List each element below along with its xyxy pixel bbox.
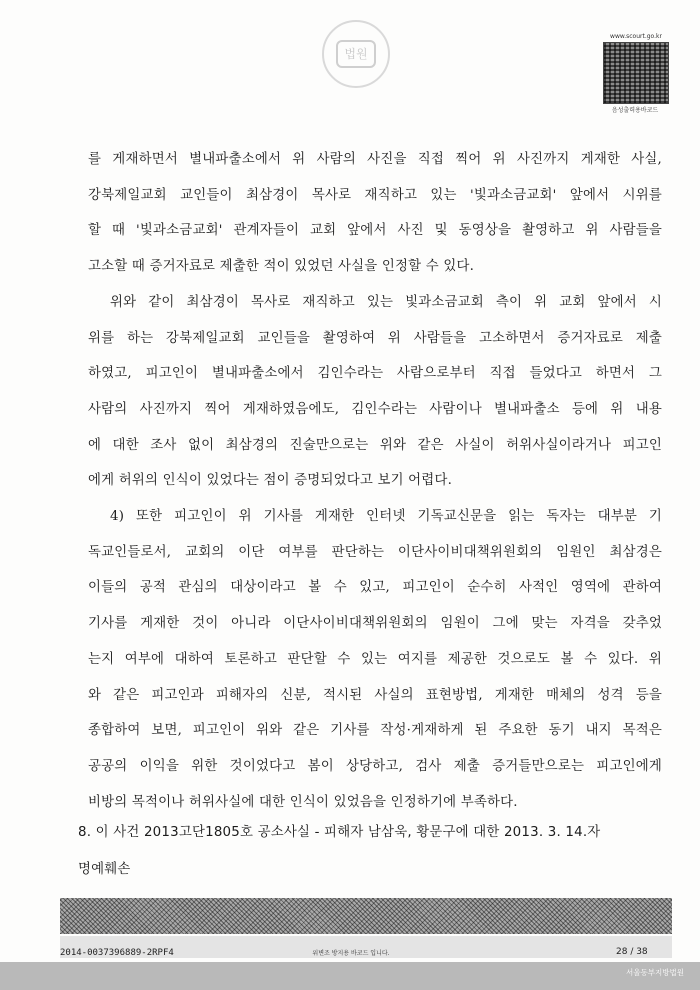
court-seal-watermark (322, 20, 390, 88)
text-line: 독교인들로서, 교회의 이단 여부를 판단하는 이단사이비대책위원회의 임원인 최삼경은 (88, 544, 662, 560)
text-line: 는지 여부에 대하여 토론하고 판단할 수 있는 여지를 제공한 것으로도 볼 수 있다. 위 (88, 651, 662, 667)
text-line: 위를 하는 강북제일교회 교인들을 촬영하여 위 사람들을 고소하면서 증거자료로 제출 (88, 330, 662, 346)
qr-code-icon (603, 42, 669, 104)
text-line: 에 대한 조사 없이 최삼경의 진술만으로는 위와 같은 사실이 허위사실이라거나 피고인 (88, 437, 662, 453)
text-line: 를 게재하면서 별내파출소에서 위 사람의 사진을 직접 찍어 위 사진까지 게재한 사실, (88, 152, 662, 167)
text-line: 이들의 공적 관심의 대상이라고 볼 수 있고, 피고인이 순수히 사적인 영역에 관하여 (88, 580, 662, 596)
section-heading: 8. 이 사건 2013고단1805호 공소사실 - 피해자 남삼욱, 황문구에 대한 2013. 3. 14.자 (78, 825, 601, 840)
barcode-caption: 음성출력용바코드 (611, 107, 659, 114)
section-heading-cont: 명예훼손 (78, 862, 131, 877)
anti-forgery-barcode (60, 898, 672, 934)
text-line: 할 때 '빛과소금교회' 관계자들이 교회 앞에서 사진 및 동영상을 촬영하고 위 사람들을 (88, 223, 662, 239)
body-text (78, 142, 662, 877)
text-line: 종합하여 보면, 피고인이 위와 같은 기사를 작성·게재하게 된 주요한 동기 내지 목적은 (88, 723, 662, 739)
text-line: 비방의 목적이나 허위사실에 대한 인식이 있었음을 인정하기에 부족하다. (88, 794, 518, 810)
text-line: 고소할 때 증거자료로 제출한 적이 있었던 사실을 인정할 수 있다. (88, 259, 475, 275)
site-url: www.scourt.go.kr (610, 33, 662, 40)
barcode-note: 위변조 방지용 바코드 입니다. (312, 950, 390, 957)
text-line: 사람의 사진까지 찍어 게재하였음에도, 김인수라는 사람이나 별내파출소 등에 위 내용 (88, 401, 662, 417)
court-seal-label: 법원 (336, 40, 376, 68)
text-line: 공공의 이익을 위한 것이었다고 봄이 상당하고, 검사 제출 증거들만으로는 피고인에게 (88, 758, 662, 774)
text-line: 강북제일교회 교인들이 최삼경이 목사로 재직하고 있는 '빛과소금교회' 앞에서 시위를 (88, 187, 662, 203)
text-line: 위와 같이 최삼경이 목사로 재직하고 있는 빛과소금교회 측이 위 교회 앞에서 시 (110, 294, 662, 310)
document-id: 2014-0037396889-2RPF4 (60, 948, 174, 958)
page-number: 28 / 38 (616, 947, 648, 957)
text-line: 하였고, 피고인이 별내파출소에서 김인수라는 사람으로부터 직접 들었다고 하면서 그 (88, 366, 662, 382)
text-line: 에게 허위의 인식이 있었다는 점이 증명되었다고 보기 어렵다. (88, 473, 453, 489)
text-line: 기사를 게재한 것이 아니라 이단사이비대책위원회의 임원이 그에 맞는 자격을 갖추었 (88, 616, 662, 632)
text-line: 4) 또한 피고인이 위 기사를 게재한 인터넷 기독교신문을 읽는 독자는 대부분 기 (110, 509, 662, 525)
text-line: 와 같은 피고인과 피해자의 신분, 적시된 사실의 표현방법, 게재한 매체의 성격 등을 (88, 687, 662, 703)
court-name: 서울동부지방법원 (626, 968, 684, 977)
